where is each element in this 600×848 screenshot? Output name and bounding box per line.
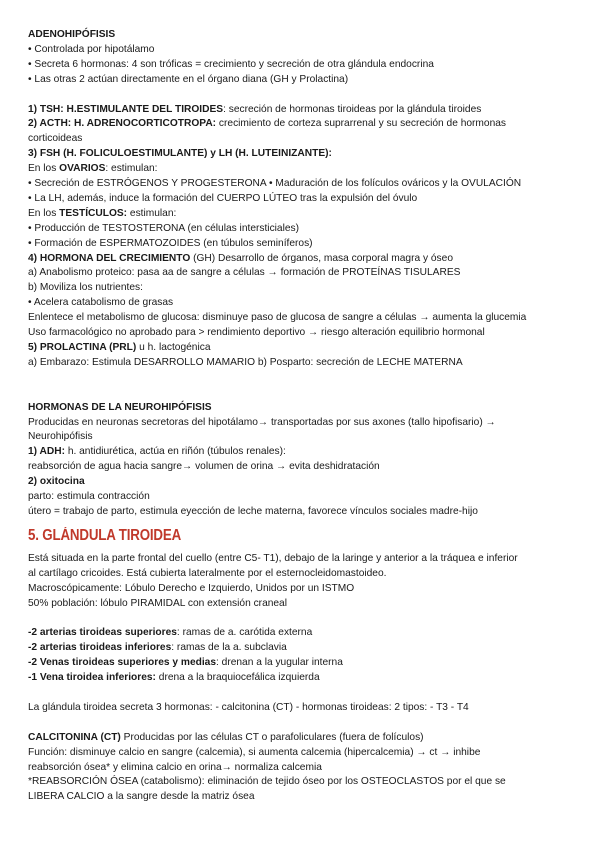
section-title-tiroides: 5. GLÁNDULA TIROIDEA <box>28 526 182 544</box>
gh-a: a) Anabolismo proteico: pasa aa de sangre a células → formación de PROTEÍNAS TISULARES <box>28 267 461 279</box>
acth-label: 2) ACTH: H. ADRENOCORTICOTROPA: <box>28 118 217 130</box>
prl-text: u h. lactogénica <box>136 342 211 354</box>
gh-line <box>28 252 574 267</box>
adh-label: 1) ADH: <box>28 446 65 458</box>
gh-c: Enlentece el metabolismo de glucosa: disminuye paso de glucosa de sangre a células → aumenta la glucemia <box>28 312 527 324</box>
hormonas-line: La glándula tiroidea secreta 3 hormonas: - calcitonina (CT) - hormonas tiroideas: 2 tipos: - T3 - T4 <box>28 701 469 713</box>
vena-inferior-line: -1 Vena tiroidea inferiores: drena a la braquiocefálica izquierda <box>28 672 320 684</box>
tsh-label: 1) TSH: H.ESTIMULANTE DEL TIROIDES <box>28 103 224 115</box>
prl-a: a) Embarazo: Estimula DESARROLLO MAMARIO b) Posparto: secreción de LECHE MATERNA <box>28 356 463 368</box>
tiroides-p3: Macroscópicamente: Lóbulo Derecho e Izquierdo, Unidos por un ISTMO <box>28 582 355 594</box>
acth-line <box>28 117 574 132</box>
adh-text: h. antidiurética, actúa en riñón (túbulos renales): <box>64 446 286 458</box>
ovarios-bullet-2: • La LH, además, induce la formación del CUERPO LÚTEO tras la expulsión del óvulo <box>28 192 418 204</box>
fsh-line <box>28 147 574 162</box>
adeno-bullet-1: • Controlada por hipotálamo <box>28 43 155 55</box>
arteria-superior-label: -2 arterias tiroideas superiores <box>28 627 177 639</box>
oxi-label: 2) oxitocina <box>28 476 85 488</box>
tsh-line <box>28 103 574 118</box>
testiculos-label: TESTÍCULOS: <box>59 207 128 219</box>
adeno-heading: ADENOHIPÓFISIS <box>28 29 116 40</box>
neuro-heading: HORMONAS DE LA NEUROHIPÓFISIS <box>28 401 212 413</box>
arteria-inferior-line: -2 arterias tiroideas inferiores: ramas de la a. subclavia <box>28 642 287 654</box>
adh-a: reabsorción de agua hacia sangre→ volumen de orina → evita deshidratación <box>28 461 380 473</box>
gh-d: Uso farmacológico no aprobado para > rendimiento deportivo → riesgo alteración equilibrio hormonal <box>28 327 485 339</box>
adh-line <box>28 445 574 460</box>
tsh-text: : secreción de hormonas tiroideas por la glándula tiroides <box>223 103 482 115</box>
vena-superior-label: -2 Venas tiroideas superiores y medias <box>28 657 216 669</box>
acth-text: crecimiento de corteza suprarrenal y su secreción de hormonas <box>216 118 507 130</box>
calcitonina-a: Función: disminuye calcio en sangre (calcemia), si aumenta calcemia (hipercalcemia) → ct → inhibe <box>28 746 481 758</box>
acth-line-2: corticoideas <box>28 133 83 145</box>
neuro-intro-2: Neurohipófisis <box>28 431 93 443</box>
ovarios-line: En los OVARIOS: estimulan: <box>28 163 158 175</box>
testiculos-bullet-2: • Formación de ESPERMATOZOIDES (en túbulos seminíferos) <box>28 237 313 249</box>
prl-label: 5) PROLACTINA (PRL) <box>28 342 137 354</box>
gh-b: b) Moviliza los nutrientes: <box>28 282 143 294</box>
tiroides-p2: al cartílago cricoides. Está cubierta lateralmente por el esternocleidomastoideo. <box>28 567 387 579</box>
arteria-superior-line: -2 arterias tiroideas superiores: ramas de a. carótida externa <box>28 627 313 639</box>
calcitonina-line: CALCITONINA (CT) Producidas por las células CT o parafoliculares (fuera de folículos) <box>28 731 424 743</box>
testiculos-line: En los TESTÍCULOS: estimulan: <box>28 207 177 219</box>
testiculos-bullet-1: • Producción de TESTOSTERONA (en células intersticiales) <box>28 222 300 234</box>
prl-line <box>28 341 574 356</box>
vena-inferior-label: -1 Vena tiroidea inferiores: <box>28 672 156 684</box>
tiroides-p1: Está situada en la parte frontal del cuello (entre C5- T1), debajo de la laringe y anterior a la tráquea e inferior <box>28 552 518 564</box>
ovarios-label: OVARIOS <box>59 163 106 175</box>
calcitonina-b: reabsorción ósea* y elimina calcio en orina→ normaliza calcemia <box>28 761 322 773</box>
ovarios-bullet-1: • Secreción de ESTRÓGENOS Y PROGESTERONA • Maduración de los folículos ováricos y la OVULACIÓN <box>28 178 522 190</box>
calcitonina-d: LIBERA CALCIO a la sangre desde la matriz ósea <box>28 791 255 803</box>
fsh-label: 3) FSH (H. FOLICULOESTIMULANTE) y LH (H. LUTEINIZANTE): <box>28 148 332 160</box>
oxi-a: parto: estimula contracción <box>28 491 150 503</box>
calcitonina-label: CALCITONINA (CT) <box>28 731 121 743</box>
oxi-b: útero = trabajo de parto, estimula eyección de leche materna, favorece vínculos sociales madre-hijo <box>28 505 478 517</box>
gh-text: (GH) Desarrollo de órganos, masa corporal magra y óseo <box>190 252 453 264</box>
adeno-bullet-2: • Secreta 6 hormonas: 4 son tróficas = crecimiento y secreción de otra glándula endocrina <box>28 58 434 70</box>
vena-superior-line: -2 Venas tiroideas superiores y medias: drenan a la yugular interna <box>28 657 343 669</box>
gh-label: 4) HORMONA DEL CRECIMIENTO <box>28 252 191 264</box>
neuro-intro-1: Producidas en neuronas secretoras del hipotálamo→ transportadas por sus axones (tallo hipofisario) → <box>28 416 496 428</box>
arteria-inferior-label: -2 arterias tiroideas inferiores <box>28 642 172 654</box>
gh-b-bullet: • Acelera catabolismo de grasas <box>28 297 174 309</box>
adeno-bullet-3: • Las otras 2 actúan directamente en el órgano diana (GH y Prolactina) <box>28 73 349 85</box>
tiroides-p4: 50% población: lóbulo PIRAMIDAL con extensión craneal <box>28 597 287 609</box>
calcitonina-c: *REABSORCIÓN ÓSEA (catabolismo): eliminación de tejido óseo por los OSTEOCLASTOS por el que se <box>28 776 506 788</box>
document-page <box>28 28 574 805</box>
oxi-line <box>28 475 574 490</box>
